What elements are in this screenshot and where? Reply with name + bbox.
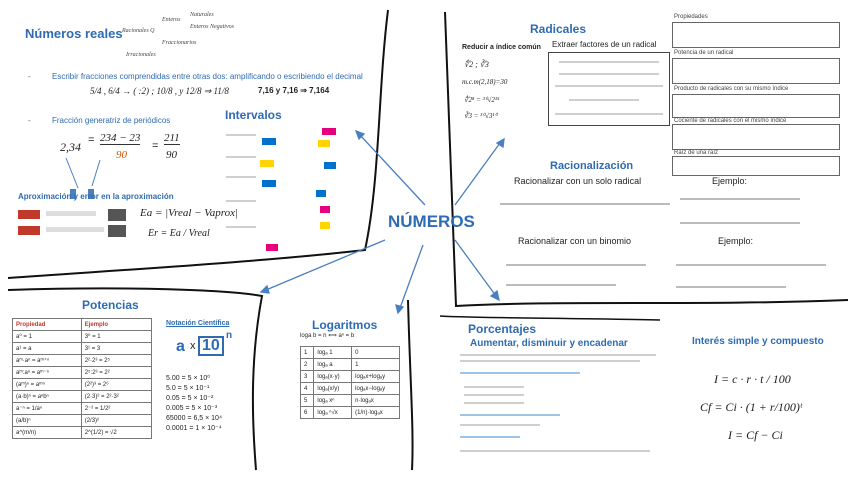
interval-bar-1 xyxy=(262,138,276,145)
racionalizar-binomio-title: Racionalizar con un binomio xyxy=(518,236,632,246)
logaritmos-def: loga b = n ⟺ aⁿ = b xyxy=(300,333,355,339)
potencias-cell: aᵐ·aⁿ = aᵐ⁺ⁿ xyxy=(13,355,82,367)
porc-line-6 xyxy=(464,402,524,404)
reduce-mcm: m.c.m(2,18)=30 xyxy=(462,78,508,86)
potencias-cell: a^(m/n) xyxy=(13,427,82,439)
prop-row-3 xyxy=(672,94,840,118)
potencias-cell: a¹ = a xyxy=(13,343,82,355)
prop-row-2 xyxy=(672,58,840,84)
log-row xyxy=(301,359,400,371)
potencias-row xyxy=(13,367,152,379)
potencias-cell: 3¹ = 3 xyxy=(81,343,151,355)
tree-node-enteros-negativos: Enteros Negativos xyxy=(190,24,234,30)
potencias-cell: (2·3)² = 2²·3² xyxy=(81,391,151,403)
log-expr: logₐ ⁿ√x xyxy=(314,407,352,419)
decimal-example: 7,16 y 7,16 ⇒ 7,164 xyxy=(258,86,330,95)
generatriz-equals: = xyxy=(88,134,95,146)
potencias-cell: (a/b)ⁿ xyxy=(13,415,82,427)
numeros-reales-title: Números reales xyxy=(25,26,123,41)
log-num: 1 xyxy=(301,347,314,359)
racionalizar-radical-formula xyxy=(500,194,670,214)
formula-er: Er = Ea / Vreal xyxy=(148,228,210,239)
interval-bar-2 xyxy=(322,128,336,135)
potencias-cell: aᵐ:aⁿ = aᵐ⁻ⁿ xyxy=(13,367,82,379)
potencias-row xyxy=(13,379,152,391)
potencias-cell: 2⁵:2³ = 2² xyxy=(81,367,151,379)
porc-line-10 xyxy=(460,450,650,452)
ejemplo-1-line-2 xyxy=(680,222,800,224)
log-num: 2 xyxy=(301,359,314,371)
potencias-cell: a⁻ⁿ = 1/aⁿ xyxy=(13,403,82,415)
interval-text-3 xyxy=(226,176,256,178)
porc-line-1 xyxy=(460,354,656,356)
potencias-row xyxy=(13,343,152,355)
potencias-cell: 2^(1/2) = √2 xyxy=(81,427,151,439)
log-val: 0 xyxy=(352,347,400,359)
ejemplo-2-line-1 xyxy=(676,264,826,266)
interval-bar-8 xyxy=(320,206,330,213)
racionalizar-radical-title: Racionalizar con un solo radical xyxy=(514,176,642,186)
number-tree xyxy=(122,12,240,62)
log-num: 6 xyxy=(301,407,314,419)
log-expr: logₐ(x·y) xyxy=(314,371,352,383)
extract-title: Extraer factores de un radical xyxy=(552,40,657,49)
intervalos-title: Intervalos xyxy=(225,108,282,122)
porc-line-5 xyxy=(464,394,524,396)
generatriz-denominator: 90 xyxy=(116,149,127,161)
binomio-line-2 xyxy=(506,284,616,286)
notacion-row-5: 65000 = 6,5 × 10⁴ xyxy=(166,415,222,422)
notacion-row-1: 5.00 = 5 × 10⁰ xyxy=(166,375,211,382)
radicales-title: Radicales xyxy=(530,22,587,36)
aproximacion-title: Aproximación y error en la aproximación xyxy=(18,192,174,201)
potencias-cell: (a·b)ⁿ = aⁿbⁿ xyxy=(13,391,82,403)
notacion-list xyxy=(166,374,222,434)
porc-line-9 xyxy=(460,436,520,438)
log-val: logₐx−logₐy xyxy=(352,383,400,395)
notacion-a: a xyxy=(176,338,185,355)
interval-text-4 xyxy=(226,200,256,202)
racionalizar-binomio-formula xyxy=(506,254,666,294)
bullet-2-dash: - xyxy=(28,116,31,125)
interval-bar-10 xyxy=(266,244,278,251)
logaritmos-table xyxy=(300,346,400,419)
potencias-cell: a⁰ = 1 xyxy=(13,331,82,343)
porc-line-7 xyxy=(460,414,560,416)
log-expr: logₐ(x/y) xyxy=(314,383,352,395)
interval-bar-4 xyxy=(260,160,274,167)
log-val: 1 xyxy=(352,359,400,371)
notacion-base-box xyxy=(198,336,224,356)
extract-line-1 xyxy=(559,61,659,63)
prop-title-1: Propiedades xyxy=(674,14,708,20)
formula-ea: Ea = |Vreal − Vaprox| xyxy=(140,207,239,219)
potencias-col-propiedad: Propiedad xyxy=(13,319,82,331)
log-expr: logₐ a xyxy=(314,359,352,371)
binomio-line-1 xyxy=(506,264,646,266)
ejemplo-1-formula xyxy=(680,188,820,232)
error-relativo-tag xyxy=(18,226,40,235)
log-val: n·logₐx xyxy=(352,395,400,407)
prop-row-1 xyxy=(672,22,840,48)
extract-line-2 xyxy=(559,73,659,75)
prop-title-4: Cociente de radicales con el mismo índice xyxy=(674,118,787,124)
ea-symbol-box xyxy=(108,209,126,221)
prop-row-4 xyxy=(672,124,840,150)
reduce-root-1: ∜2 ; ∛3 xyxy=(464,60,489,69)
log-val: (1/n)·logₐx xyxy=(352,407,400,419)
extract-line-5 xyxy=(555,113,663,115)
error-absoluto-tag xyxy=(18,210,40,219)
prop-title-5: Raíz de una raíz xyxy=(674,150,719,156)
potencias-table xyxy=(12,318,152,439)
potencias-title: Potencias xyxy=(82,298,139,312)
potencias-row xyxy=(13,355,152,367)
ejemplo-1-label: Ejemplo: xyxy=(712,176,748,186)
interes-title: Interés simple y compuesto xyxy=(692,336,824,347)
tree-node-enteros: Enteros xyxy=(162,17,181,23)
potencias-row xyxy=(13,415,152,427)
log-num: 3 xyxy=(301,371,314,383)
log-row xyxy=(301,383,400,395)
reduce-root-3: ∛3 = ³⁰√3¹⁰ xyxy=(464,112,498,120)
prop-title-3: Producto de radicales con su mismo índice xyxy=(674,86,789,92)
potencias-cell: (aᵐ)ⁿ = aᵐⁿ xyxy=(13,379,82,391)
porcentajes-content xyxy=(460,352,660,462)
bullet-generatriz: Fracción generatriz de periódicos xyxy=(52,116,171,125)
notacion-row-3: 0.05 = 5 × 10⁻² xyxy=(166,395,214,402)
generatriz-result-den: 90 xyxy=(166,149,177,161)
radical-props-table xyxy=(672,14,838,164)
potencias-row xyxy=(13,403,152,415)
log-val: logₐx+logₐy xyxy=(352,371,400,383)
notacion-base: 10 xyxy=(202,337,220,354)
reduce-title: Reducir a índice común xyxy=(462,44,541,51)
notacion-cientifica-title: Notación Científica xyxy=(166,320,230,327)
interval-bar-3 xyxy=(318,140,330,147)
porcentajes-title: Porcentajes xyxy=(468,322,537,336)
generatriz-numerator: 234 − 23 xyxy=(100,132,141,144)
racionalizacion-title: Racionalización xyxy=(550,160,634,172)
tree-node-irracionales: Irracionales xyxy=(126,52,156,58)
potencias-col-ejemplo: Ejemplo xyxy=(81,319,151,331)
log-row xyxy=(301,395,400,407)
interval-bar-5 xyxy=(324,162,336,169)
porc-line-4 xyxy=(464,386,524,388)
log-row xyxy=(301,371,400,383)
log-row xyxy=(301,407,400,419)
potencias-row xyxy=(13,427,152,439)
reduce-root-2: ∜2⁸ = ³⁰√2¹⁵ xyxy=(464,96,500,104)
interval-text-5 xyxy=(226,226,256,228)
interval-text-1 xyxy=(226,134,256,136)
tree-node-racionales: Racionales Q xyxy=(122,28,155,34)
notacion-exp: n xyxy=(226,330,233,341)
interval-text-2 xyxy=(226,156,256,158)
interes-formula-simple: I = c · r · t / 100 xyxy=(714,372,791,386)
porc-line-2 xyxy=(460,360,640,362)
notacion-row-2: 5.0 = 5 × 10⁻¹ xyxy=(166,385,210,392)
potencias-cell: (2²)³ = 2⁶ xyxy=(81,379,151,391)
porc-line-3 xyxy=(460,372,580,374)
ejemplo-2-formula xyxy=(676,252,836,296)
extract-line-4 xyxy=(569,99,639,101)
notacion-row-6: 0.0001 = 1 × 10⁻⁴ xyxy=(166,425,222,432)
porc-line-8 xyxy=(460,424,540,426)
logaritmos-title: Logaritmos xyxy=(312,318,378,332)
potencias-cell: 2²·2³ = 2⁵ xyxy=(81,355,151,367)
generatriz-equals-2: = xyxy=(152,140,159,152)
log-row xyxy=(301,347,400,359)
potencias-row xyxy=(13,331,152,343)
tree-node-fraccionarios: Fraccionarios xyxy=(162,40,197,46)
log-expr: logₐ 1 xyxy=(314,347,352,359)
er-symbol-box xyxy=(108,225,126,237)
error-relativo-text xyxy=(46,227,104,232)
potencias-cell: 2⁻² = 1/2² xyxy=(81,403,151,415)
ejemplo-2-line-2 xyxy=(676,286,786,288)
extract-line-3 xyxy=(555,85,663,87)
prop-row-5 xyxy=(672,156,840,176)
racionalizar-radical-line xyxy=(500,203,670,205)
interes-formula-compuesto: Cf = Ci · (1 + r/100)ᵗ xyxy=(700,400,802,414)
tree-node-naturales: Naturales xyxy=(190,12,214,18)
extract-panel xyxy=(548,52,670,126)
prop-title-2: Potencia de un radical xyxy=(674,50,734,56)
log-num: 5 xyxy=(301,395,314,407)
porcentajes-subtitle: Aumentar, disminuir y encadenar xyxy=(470,338,628,349)
fraction-example: 5/4 , 6/4 → ( :2) ; 10/8 , y 12/8 ⇒ 11/8 xyxy=(90,86,229,96)
interes-formula-diferencia: I = Cf − Ci xyxy=(728,428,783,442)
potencias-header-row xyxy=(13,319,152,331)
generatriz-lhs: 2,34 xyxy=(60,140,81,154)
intervalos-panel xyxy=(222,126,360,256)
interval-bar-6 xyxy=(262,180,276,187)
log-num: 4 xyxy=(301,383,314,395)
potencias-row xyxy=(13,391,152,403)
potencias-cell: (2/3)² xyxy=(81,415,151,427)
generatriz-result-num: 211 xyxy=(164,132,180,144)
potencias-cell: 3⁰ = 1 xyxy=(81,331,151,343)
bullet-fracciones: Escribir fracciones comprendidas entre otras dos: amplificando o escribiendo el decimal xyxy=(52,72,363,81)
notacion-row-4: 0.005 = 5 × 10⁻³ xyxy=(166,405,218,412)
interval-bar-7 xyxy=(316,190,326,197)
log-expr: logₐ xⁿ xyxy=(314,395,352,407)
error-absoluto-text xyxy=(46,211,96,216)
center-title: NÚMEROS xyxy=(388,212,475,231)
ejemplo-1-line-1 xyxy=(680,198,800,200)
bullet-1-dash: - xyxy=(28,72,31,81)
notacion-x: x xyxy=(190,340,196,352)
interval-bar-9 xyxy=(320,222,330,229)
ejemplo-2-label: Ejemplo: xyxy=(718,236,754,246)
